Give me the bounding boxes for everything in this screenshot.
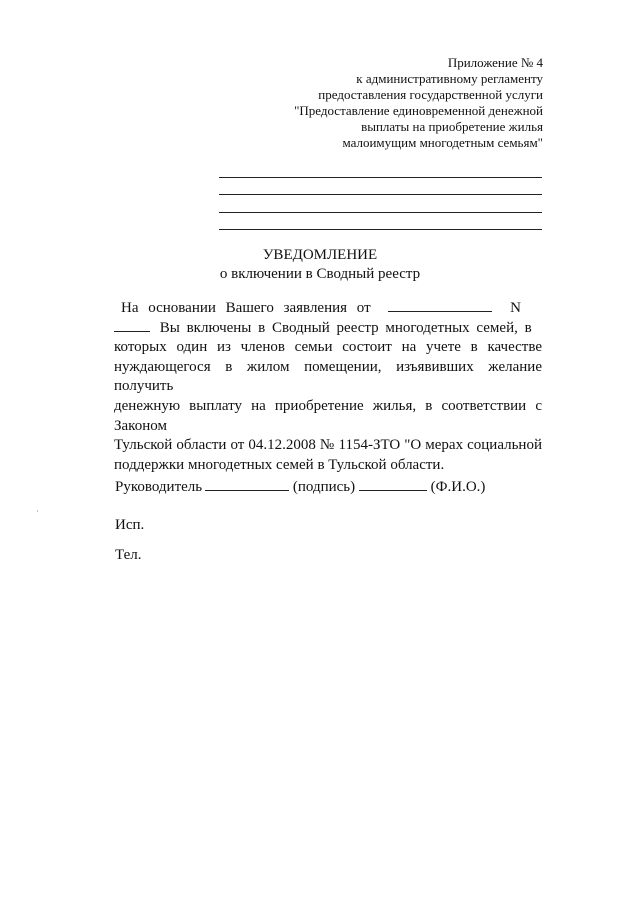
name-blank [359,477,427,491]
body-text: На основании Вашего заявления от [121,300,371,316]
notice-title: УВЕДОМЛЕНИЕ [262,247,378,263]
date-blank [388,299,492,312]
addressee-line [219,177,542,178]
head-label: Руководитель [115,479,203,495]
addressee-line [219,212,542,213]
appendix-line: выплаты на приобретение жилья [361,119,543,134]
appendix-line: "Предоставление единовременной денежной [294,103,543,118]
margin-mark [37,510,38,512]
body-line [114,319,542,339]
signature-label: (подпись) [292,479,356,495]
body-line: которых один из членов семьи состоит на учете в качестве [114,339,542,356]
executor-label: Исп. [115,517,145,533]
addressee-line [219,229,542,230]
number-sign: N [510,300,521,316]
appendix-line: к административному регламенту [356,71,543,86]
appendix-header [263,55,543,151]
signature-blank [205,477,289,491]
name-label: (Ф.И.О.) [430,479,486,495]
phone-label: Тел. [115,547,142,563]
body-line: денежную выплату на приобретение жилья, в соответствии с Законом [114,397,542,434]
notice-body [114,299,542,475]
body-line: Тульской области от 04.12.2008 № 1154-ЗТО "О мерах социальной [114,437,542,454]
body-line: нуждающегося в жилом помещении, изъявивших желание получить [114,358,542,395]
body-line: поддержки многодетных семей в Тульской области. [114,456,445,473]
body-line [114,299,542,319]
body-text: Вы включены в Сводный реестр многодетных семей, в [159,319,532,336]
appendix-line: предоставления государственной услуги [318,87,543,102]
signature-row [115,477,485,496]
addressee-line [219,194,542,195]
notice-subtitle: о включении в Сводный реестр [219,266,421,282]
number-blank [114,319,150,332]
appendix-line: Приложение № 4 [447,55,543,70]
appendix-line: малоимущим многодетным семьям" [342,135,543,150]
